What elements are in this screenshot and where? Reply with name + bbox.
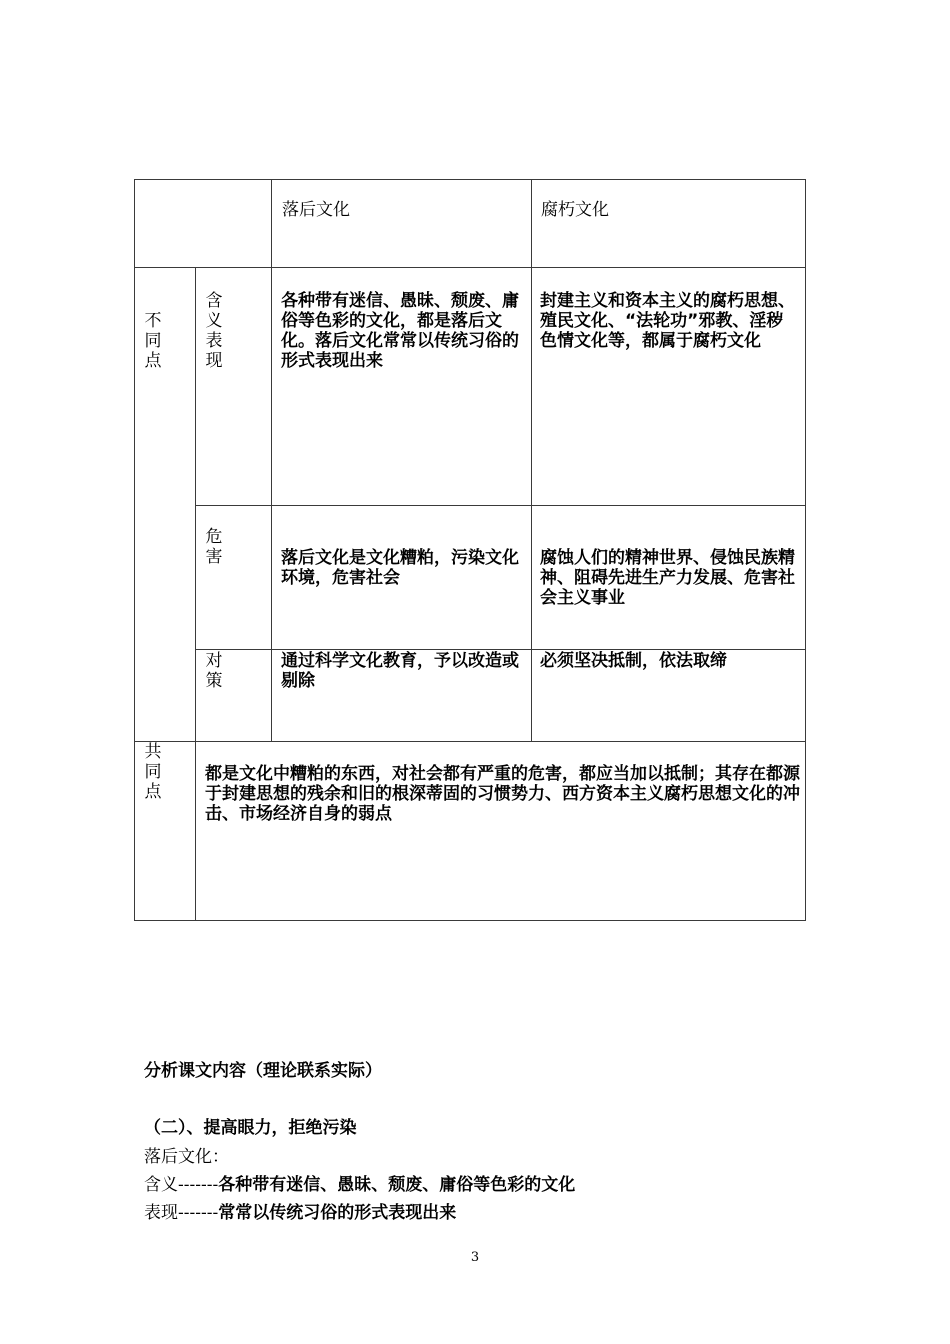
cell-countermeasure-decadent: 必须坚决抵制，依法取缔 [540,651,727,671]
table-line-row3 [134,741,806,742]
label-meaning: 含义表现 [205,291,223,371]
cell-countermeasure-backward: 通过科学文化教育，予以改造或剔除 [281,651,519,691]
section-heading: 分析课文内容（理论联系实际） [144,1061,382,1081]
definition-text: 各种带有迷信、愚昧、颓废、庸俗等色彩的文化 [218,1175,576,1195]
manifestation-label: 表现------- [144,1203,219,1223]
cell-meaning-backward: 各种带有迷信、愚昧、颓废、庸俗等色彩的文化，都是落后文化。落后文化常常以传统习俗的形式表现出来 [281,291,519,371]
manifestation-text: 常常以传统习俗的形式表现出来 [218,1203,457,1223]
table-border-bottom [134,920,806,921]
cell-harm-backward: 落后文化是文化糟粕，污染文化环境，危害社会 [281,548,519,588]
table-line-col2 [531,179,532,742]
label-common: 共同点 [144,742,162,802]
page-number: 3 [470,1250,480,1265]
section-subheading: （二）、提高眼力，拒绝污染 [144,1118,357,1138]
topic-title: 落后文化： [144,1147,229,1167]
table-line-col1 [271,179,272,742]
table-line-row1 [196,505,806,506]
label-differences: 不同点 [144,311,162,371]
label-countermeasure: 对策 [205,651,223,691]
manifestation-line [144,1202,456,1224]
header-decadent-culture: 腐朽文化 [541,200,609,220]
definition-label: 含义------- [144,1175,219,1195]
table-line-header [134,267,806,268]
definition-line [144,1174,575,1196]
table-border-top [134,179,806,180]
table-line-row2 [196,649,806,650]
header-backward-culture: 落后文化 [282,200,350,220]
label-harm: 危害 [205,527,223,567]
table-border-right [805,179,806,921]
cell-meaning-decadent: 封建主义和资本主义的腐朽思想、殖民文化、“法轮功”邪教、淫秽色情文化等，都属于腐朽文化 [540,291,795,351]
cell-common-text: 都是文化中糟粕的东西，对社会都有严重的危害，都应当加以抵制；其存在都源于封建思想的残余和旧的根深蒂固的习惯势力、西方资本主义腐朽思想文化的冲击、市场经济自身的弱点 [205,764,800,824]
table-line-col-label [195,267,196,921]
cell-harm-decadent: 腐蚀人们的精神世界、侵蚀民族精神、阻碍先进生产力发展、危害社会主义事业 [540,548,795,608]
table-border-left [134,179,135,921]
